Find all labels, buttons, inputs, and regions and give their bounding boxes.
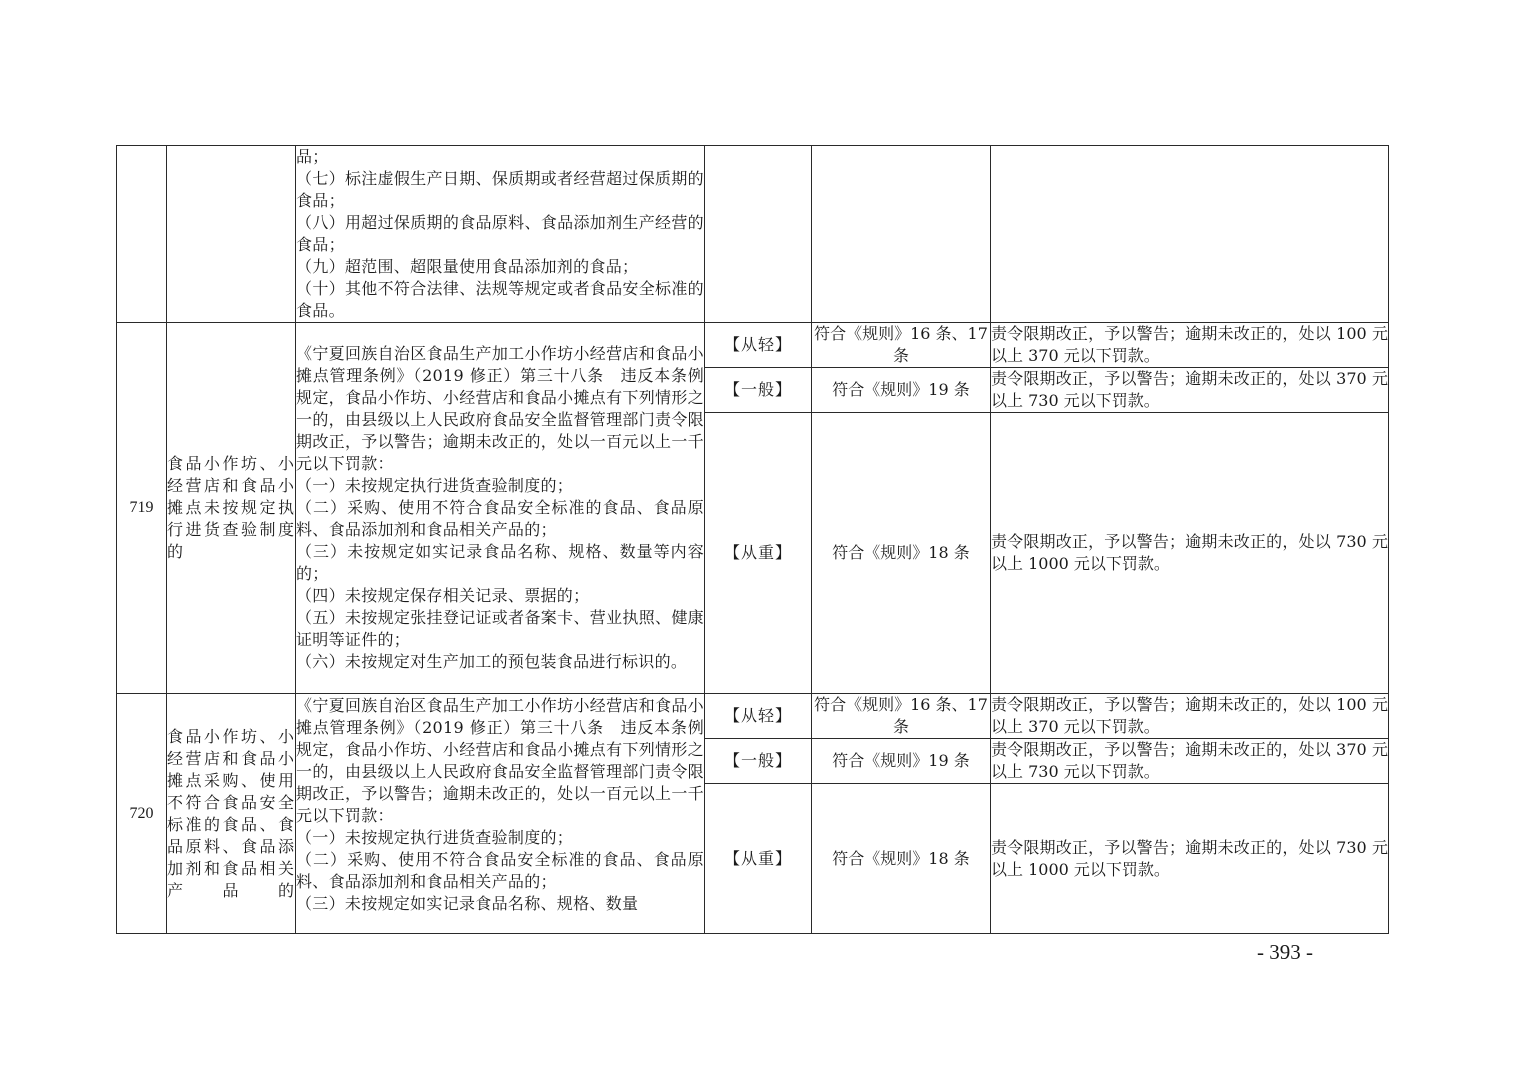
discretion-level: 【从轻】 (705, 323, 812, 368)
number-cell (117, 146, 167, 323)
legal-basis-cell (296, 694, 705, 934)
penalty-standard: 责令限期改正，予以警告；逾期未改正的，处以 370 元以上 730 元以下罚款。 (991, 739, 1389, 784)
penalty-standard: 责令限期改正，予以警告；逾期未改正的，处以 100 元以上 370 元以下罚款。 (991, 323, 1389, 368)
penalty-table (116, 145, 1389, 934)
applicable-condition: 符合《规则》18 条 (812, 784, 991, 934)
condition-cell (812, 146, 991, 323)
level-cell (705, 146, 812, 323)
discretion-level: 【一般】 (705, 739, 812, 784)
penalty-standard: 责令限期改正，予以警告；逾期未改正的，处以 100 元以上 370 元以下罚款。 (991, 694, 1389, 739)
penalty-standard: 责令限期改正，予以警告；逾期未改正的，处以 730 元以上 1000 元以下罚款。 (991, 413, 1389, 694)
basis-text: 品； （七）标注虚假生产日期、保质期或者经营超过保质期的食品； （八）用超过保质期的食品原料、食品添加剂生产经营的食品； （九）超范围、超限量使用食品添加剂的食品； （十）其他不符合法律、法规等规定或者食品安全标准的食品。 (296, 147, 704, 320)
table-row (117, 323, 1389, 368)
basis-cell (296, 146, 705, 323)
violation-item: 食品小作坊、小经营店和食品小摊点采购、使用不符合食品安全标准的食品、食品原料、食品添加剂和食品相关产品的 (167, 694, 296, 934)
item-cell (167, 146, 296, 323)
discretion-level: 【一般】 (705, 368, 812, 413)
applicable-condition: 符合《规则》19 条 (812, 739, 991, 784)
row-number: 719 (117, 323, 167, 694)
discretion-level: 【从重】 (705, 784, 812, 934)
applicable-condition: 符合《规则》16 条、17 条 (812, 323, 991, 368)
penalty-standard: 责令限期改正，予以警告；逾期未改正的，处以 730 元以上 1000 元以下罚款。 (991, 784, 1389, 934)
discretion-level: 【从重】 (705, 413, 812, 694)
violation-item: 食品小作坊、小经营店和食品小摊点未按规定执行进货查验制度的 (167, 323, 296, 694)
applicable-condition: 符合《规则》16 条、17 条 (812, 694, 991, 739)
legal-basis-cell (296, 323, 705, 694)
table-row-continuation (117, 146, 1389, 323)
discretion-level: 【从轻】 (705, 694, 812, 739)
legal-basis-text: 《宁夏回族自治区食品生产加工小作坊小经营店和食品小摊点管理条例》（2019 修正）第三十八条 违反本条例规定，食品小作坊、小经营店和食品小摊点有下列情形之一的，由县级以上人民政府食品安全监督管理部门责令限期改正，予以警告；逾期未改正的，处以一百元以上一千元以下罚款： （一）未按规定执行进货查验制度的； （二）采购、使用不符合食品安全标准的食品、食品原料、食品添加剂和食品相关产品的； （三）未按规定如实记录食品名称、规格、数量 (296, 695, 704, 913)
legal-basis-text: 《宁夏回族自治区食品生产加工小作坊小经营店和食品小摊点管理条例》（2019 修正）第三十八条 违反本条例规定，食品小作坊、小经营店和食品小摊点有下列情形之一的，由县级以上人民政府食品安全监督管理部门责令限期改正，予以警告；逾期未改正的，处以一百元以上一千元以下罚款： （一）未按规定执行进货查验制度的； （二）采购、使用不符合食品安全标准的食品、食品原料、食品添加剂和食品相关产品的； （三）未按规定如实记录食品名称、规格、数量等内容的； （四）未按规定保存相关记录、票据的； （五）未按规定张挂登记证或者备案卡、营业执照、健康证明等证件的； （六）未按规定对生产加工的预包装食品进行标识的。 (296, 344, 704, 671)
penalty-standard: 责令限期改正，予以警告；逾期未改正的，处以 370 元以上 730 元以下罚款。 (991, 368, 1389, 413)
penalty-cell (991, 146, 1389, 323)
row-number: 720 (117, 694, 167, 934)
applicable-condition: 符合《规则》19 条 (812, 368, 991, 413)
applicable-condition: 符合《规则》18 条 (812, 413, 991, 694)
table-row (117, 694, 1389, 739)
page-number: - 393 - (1257, 940, 1313, 964)
